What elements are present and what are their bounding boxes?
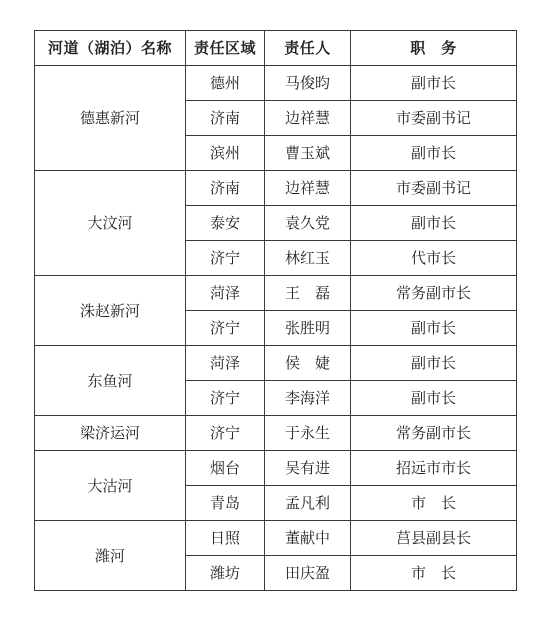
person-cell: 林红玉: [265, 241, 351, 276]
region-cell: 济南: [186, 171, 265, 206]
table-row: [35, 66, 517, 101]
header-title: 职 务: [351, 31, 517, 66]
title-cell: 副市长: [351, 311, 517, 346]
table-body: [35, 66, 517, 591]
river-name-cell: 大汶河: [35, 171, 186, 276]
title-cell: 副市长: [351, 66, 517, 101]
title-cell: 市委副书记: [351, 171, 517, 206]
person-cell: 吴有进: [265, 451, 351, 486]
header-person: 责任人: [265, 31, 351, 66]
region-cell: 烟台: [186, 451, 265, 486]
river-name-cell: 洙赵新河: [35, 276, 186, 346]
river-name-cell: 东鱼河: [35, 346, 186, 416]
region-cell: 青岛: [186, 486, 265, 521]
title-cell: 市 长: [351, 486, 517, 521]
title-cell: 副市长: [351, 346, 517, 381]
region-cell: 济南: [186, 101, 265, 136]
title-cell: 常务副市长: [351, 276, 517, 311]
region-cell: 日照: [186, 521, 265, 556]
title-cell: 招远市市长: [351, 451, 517, 486]
title-cell: 副市长: [351, 381, 517, 416]
table-row: [35, 346, 517, 381]
title-cell: 常务副市长: [351, 416, 517, 451]
header-row: [35, 31, 517, 66]
person-cell: 曹玉斌: [265, 136, 351, 171]
title-cell: 副市长: [351, 206, 517, 241]
region-cell: 济宁: [186, 241, 265, 276]
river-name-cell: 大沽河: [35, 451, 186, 521]
person-cell: 张胜明: [265, 311, 351, 346]
table-row: [35, 171, 517, 206]
person-cell: 董献中: [265, 521, 351, 556]
region-cell: 济宁: [186, 311, 265, 346]
river-name-cell: 潍河: [35, 521, 186, 591]
region-cell: 菏泽: [186, 346, 265, 381]
region-cell: 滨州: [186, 136, 265, 171]
region-cell: 济宁: [186, 381, 265, 416]
title-cell: 莒县副县长: [351, 521, 517, 556]
person-cell: 马俊昀: [265, 66, 351, 101]
person-cell: 边祥慧: [265, 101, 351, 136]
table-row: [35, 276, 517, 311]
title-cell: 代市长: [351, 241, 517, 276]
river-name-cell: 德惠新河: [35, 66, 186, 171]
table-row: [35, 416, 517, 451]
person-cell: 侯 婕: [265, 346, 351, 381]
person-cell: 边祥慧: [265, 171, 351, 206]
river-name-cell: 梁济运河: [35, 416, 186, 451]
title-cell: 市委副书记: [351, 101, 517, 136]
river-chief-table: [34, 30, 517, 591]
person-cell: 于永生: [265, 416, 351, 451]
region-cell: 泰安: [186, 206, 265, 241]
region-cell: 潍坊: [186, 556, 265, 591]
person-cell: 袁久党: [265, 206, 351, 241]
title-cell: 副市长: [351, 136, 517, 171]
table-header: [35, 31, 517, 66]
person-cell: 田庆盈: [265, 556, 351, 591]
title-cell: 市 长: [351, 556, 517, 591]
header-river-name: 河道（湖泊）名称: [35, 31, 186, 66]
table-row: [35, 521, 517, 556]
person-cell: 孟凡利: [265, 486, 351, 521]
person-cell: 李海洋: [265, 381, 351, 416]
header-region: 责任区域: [186, 31, 265, 66]
person-cell: 王 磊: [265, 276, 351, 311]
table-row: [35, 451, 517, 486]
region-cell: 济宁: [186, 416, 265, 451]
region-cell: 德州: [186, 66, 265, 101]
region-cell: 菏泽: [186, 276, 265, 311]
